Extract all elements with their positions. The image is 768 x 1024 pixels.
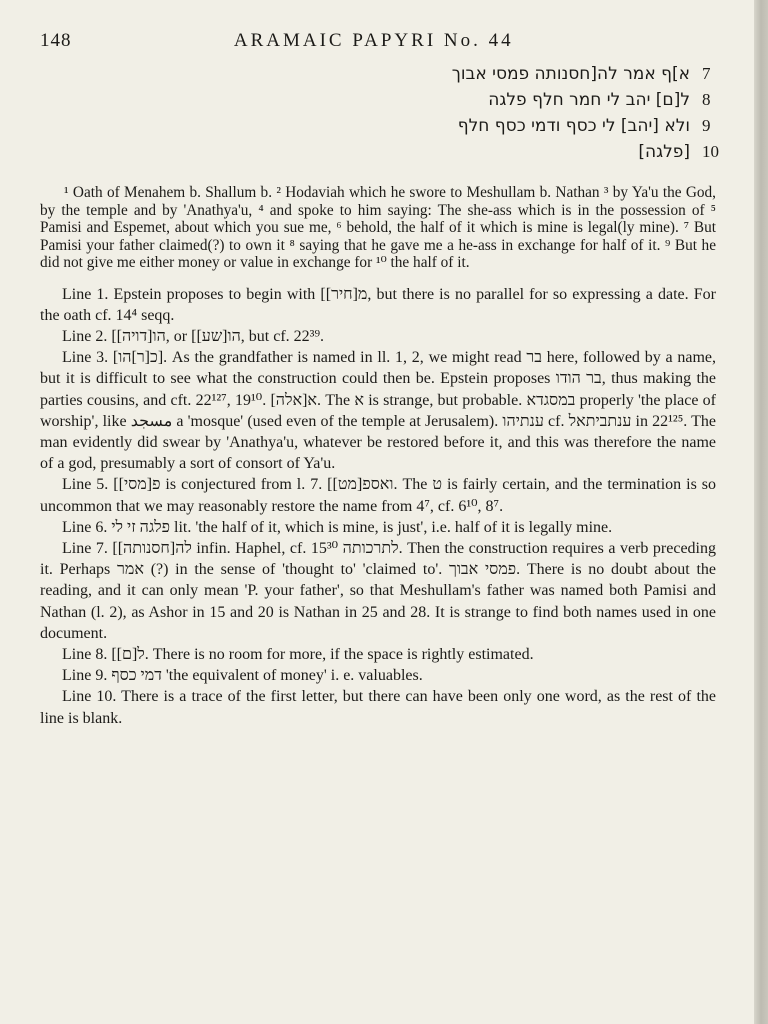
aramaic-line (210, 90, 730, 116)
note-line-8: Line 8. [ל[ם]. There is no room for more, if the space is rightly estimated. (62, 645, 534, 663)
book-spine-shadow (754, 0, 768, 1024)
commentary-notes (40, 284, 716, 729)
note-line-9: Line 9. דמי כסף 'the equivalent of money' i. e. valuables. (62, 667, 423, 685)
aramaic-line-text: [פלגה] (638, 142, 690, 162)
aramaic-line-number: 7 (702, 64, 711, 83)
aramaic-line (210, 142, 730, 168)
aramaic-line-number: 10 (702, 142, 719, 161)
aramaic-text-block (210, 64, 730, 168)
note-line-1: Line 1. Epstein proposes to begin with [מ[חיר], but there is no parallel for so expressing a date. For the oath cf. 14⁴ seqq. (40, 285, 716, 324)
page-title: ARAMAIC PAPYRI No. 44 (233, 30, 514, 51)
page-number: 148 (40, 30, 72, 51)
aramaic-line-number: 9 (702, 116, 711, 135)
aramaic-line-number: 8 (702, 90, 711, 109)
aramaic-line (210, 64, 730, 90)
aramaic-line-text: ל[ם] יהב לי חמר חלף פלגה (488, 90, 690, 110)
note-line-2: Line 2. [הו[דויה], or [הו[שע], but cf. 22³⁹. (62, 327, 325, 345)
note-line-7: Line 7. [לה[חסנותה] infin. Haphel, cf. 15³⁰ לתרכותה. Then the construction requires a verb preceding it. Perhaps אמר (?) in the sense of 'thought to' 'claimed to'. פמסי אבוך. There is no doubt about the reading, and it can only mean 'P. your father', so that Meshullam's father was named both Pamisi and Nathan (l. 2), as Ashor in 15 and 20 is Nathan in 25 and 28. It is strange to find both names used in one document. (40, 539, 717, 642)
aramaic-line-text: ולא [יהב] לי כסף ודמי כסף חלף (457, 116, 690, 136)
aramaic-line-text: א]ף אמר לה[חסנותה פמסי אבוך (451, 64, 690, 84)
note-line-6: Line 6. פלגה זי לי lit. 'the half of it, which is mine, is just', i.e. half of it is legally mine. (62, 518, 613, 536)
note-line-5: Line 5. [פ[מסי] is conjectured from l. 7. [ואספ[מט]. The ט is fairly certain, and the termination is so uncommon that we may reasonably restore the name from 4⁷, cf. 6¹⁰, 8⁷. (40, 476, 717, 515)
note-line-3: Line 3. [כ[ר]הו]. As the grandfather is named in ll. 1, 2, we might read בר here, followed by a name, but it is difficult to see what the construction could then be. Epstein proposes בר הודו, thus making the parties cousins, and cft. 22¹²⁷, 19¹⁰. א[אלה]. The א is strange, but probable. במסגדא properly 'the place of worship', like مسجد a 'mosque' (used even of the temple at Jerusalem). ענתיהו cf. ענתביתאל in 22¹²⁵. The man evidently did swear by 'Anathya'u, whatever be restored before it, and this was therefore the name of a god, presumably a sort of consort of Ya'u. (40, 349, 717, 473)
note-line-10: Line 10. There is a trace of the first letter, but there can have been only one word, as the rest of the line is blank. (40, 688, 716, 727)
running-head (40, 30, 716, 52)
translation-paragraph: ¹ Oath of Menahem b. Shallum b. ² Hodaviah which he swore to Meshullam b. Nathan ³ by Ya'u the God, by the temple and by 'Anathya'u, ⁴ and spoke to him saying: The she-ass which is in the possession of ⁵ Pamisi and Espemet, about which you sue me, ⁶ behold, the half of it which is mine is legal(ly mine). ⁷ But Pamisi your father claimed(?) to own it ⁸ saying that he gave me a he-ass in exchange for half of it. ⁹ But he did not give me either money or value in exchange for ¹⁰ the half of it. (40, 184, 716, 271)
aramaic-line (210, 116, 730, 142)
